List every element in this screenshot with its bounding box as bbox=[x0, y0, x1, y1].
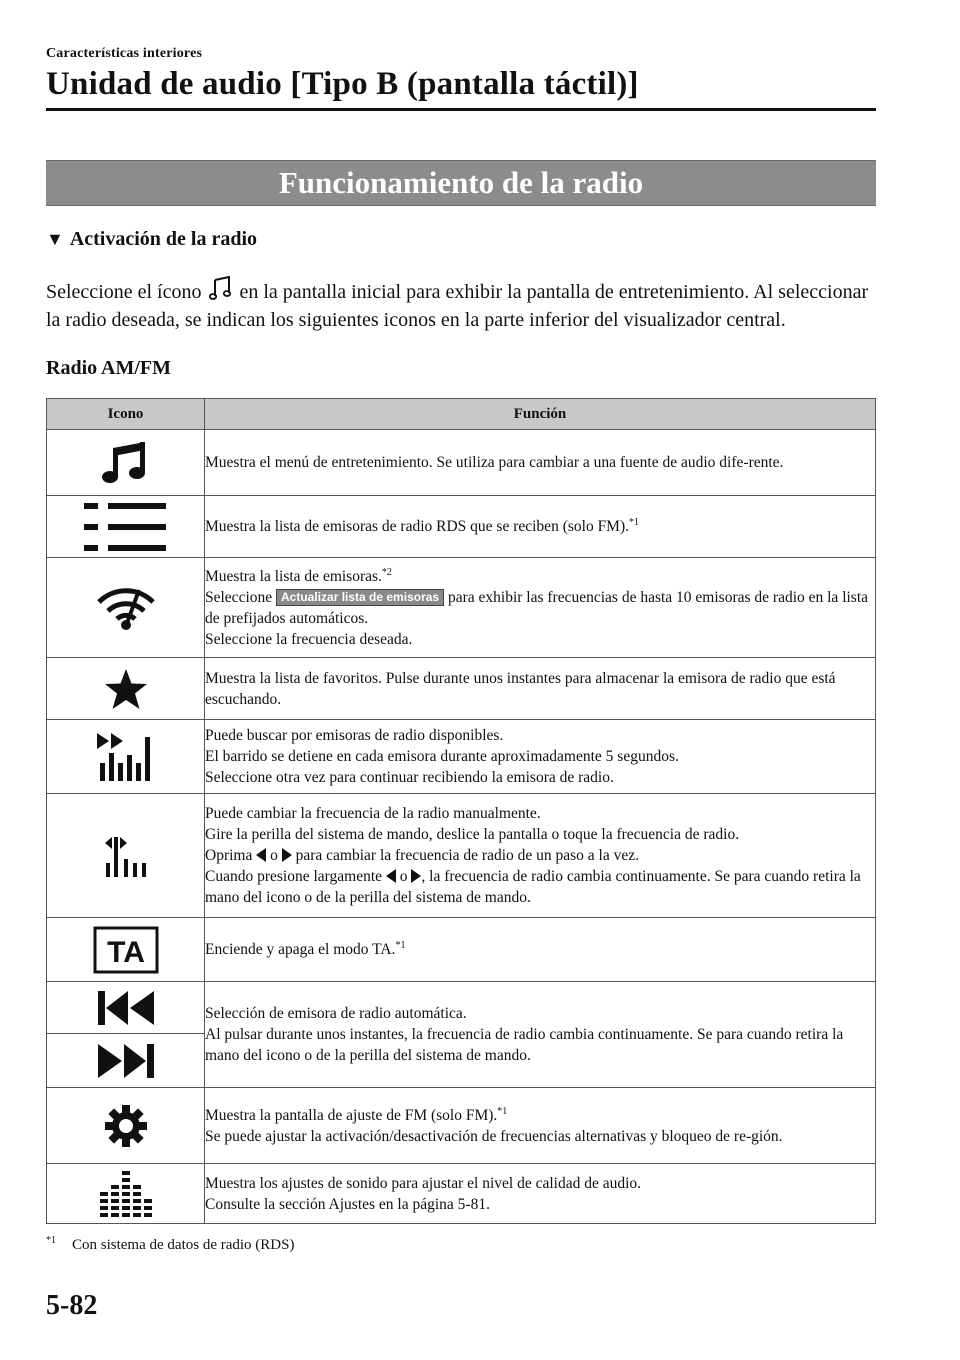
skip-next-icon[interactable] bbox=[96, 1042, 156, 1080]
row-text: Muestra el menú de entretenimiento. Se utiliza para cambiar a una fuente de audio dife-rente. bbox=[205, 454, 784, 471]
music-note-icon[interactable] bbox=[101, 440, 151, 486]
row-text: Cuando presione largamente o , la frecuencia de radio cambia continuamente. Se para cuando retira la mano del icono o de la perilla del sistema de mando. bbox=[205, 868, 861, 906]
table-row bbox=[47, 1164, 876, 1224]
triangle-left-icon bbox=[256, 848, 266, 862]
row-text: Al pulsar durante unos instantes, la frecuencia de radio cambia continuamente. Se para cuando retira la mano del icono o de la perilla del sistema de mando. bbox=[205, 1026, 844, 1064]
page-title: Unidad de audio [Tipo B (pantalla táctil)] bbox=[46, 66, 639, 102]
intro-text-1: Seleccione el ícono bbox=[46, 281, 202, 303]
music-note-icon bbox=[209, 276, 233, 302]
subsection-title: Activación de la radio bbox=[69, 228, 258, 250]
header-icon: Icono bbox=[47, 399, 205, 430]
gear-icon[interactable] bbox=[104, 1104, 148, 1148]
row-text: Muestra la lista de favoritos. Pulse durante unos instantes para almacenar la emisora de radio que está escuchando. bbox=[205, 669, 836, 708]
table-row bbox=[47, 794, 876, 918]
subsection-heading bbox=[46, 228, 257, 251]
triangle-marker: ▼ bbox=[46, 229, 64, 249]
row-text: Seleccione la frecuencia deseada. bbox=[205, 630, 413, 648]
row-text: Puede cambiar la frecuencia de la radio manualmente. bbox=[205, 805, 541, 822]
row-text: Muestra la lista de emisoras.$^{*2}$ bbox=[205, 566, 392, 585]
row-text: Puede buscar por emisoras de radio disponibles. bbox=[205, 727, 504, 744]
row-text: Oprima o para cambiar la frecuencia de radio de un paso a la vez. bbox=[205, 847, 640, 864]
triangle-right-icon bbox=[282, 848, 292, 862]
skip-previous-icon[interactable] bbox=[96, 989, 156, 1027]
sound-settings-icon[interactable] bbox=[100, 1171, 152, 1217]
row-text: Se puede ajustar la activación/desactivación de frecuencias alternativas y bloqueo de re-gión. bbox=[205, 1127, 783, 1145]
table-header-row bbox=[47, 399, 876, 430]
table-row bbox=[47, 558, 876, 658]
table-row bbox=[47, 720, 876, 794]
footnote-text: Con sistema de datos de radio (RDS) bbox=[72, 1237, 295, 1253]
table-row bbox=[47, 918, 876, 982]
table-row bbox=[47, 1088, 876, 1164]
title-rule bbox=[46, 108, 876, 111]
row-text: Muestra la lista de emisoras de radio RDS que se reciben (solo FM).$^{*1}$ bbox=[205, 516, 640, 535]
row-text: Seleccione otra vez para continuar recibiendo la emisora de radio. bbox=[205, 769, 614, 786]
antenna-icon[interactable] bbox=[93, 586, 159, 630]
table-row bbox=[47, 658, 876, 720]
header-function: Función bbox=[205, 399, 876, 430]
triangle-left-icon bbox=[386, 869, 396, 883]
page-number: 5-82 bbox=[46, 1290, 98, 1321]
ta-label: TA bbox=[106, 935, 145, 969]
table-row bbox=[47, 982, 876, 1034]
function-table bbox=[46, 398, 876, 1224]
row-text: Seleccione Actualizar lista de emisoras para exhibir las frecuencias de hasta 10 emisoras de radio en la lista de prefijados automáticos. bbox=[205, 588, 869, 627]
section-banner: Funcionamiento de la radio bbox=[46, 160, 876, 206]
intro-text-2: en la pantalla inicial para exhibir la pantalla de entretenimiento. Al seleccionar la radio deseada, se indican los siguientes iconos en la parte inferior del visualizador central. bbox=[46, 281, 869, 331]
triangle-right-icon bbox=[411, 869, 421, 883]
ta-icon[interactable] bbox=[93, 926, 159, 974]
row-text: Muestra la pantalla de ajuste de FM (solo FM).$^{*1}$ bbox=[205, 1105, 508, 1124]
row-text: El barrido se detiene en cada emisora durante aproximadamente 5 segundos. bbox=[205, 748, 679, 765]
manual-tune-icon[interactable] bbox=[102, 835, 150, 877]
footnote-mark: *1 bbox=[46, 1235, 56, 1246]
intro-paragraph bbox=[46, 276, 886, 334]
row-text: Enciende y apaga el modo TA.$^{*1}$ bbox=[205, 939, 406, 958]
radio-amfm-heading: Radio AM/FM bbox=[46, 357, 171, 379]
section-label: Características interiores bbox=[46, 46, 203, 61]
row-text: Selección de emisora de radio automática. bbox=[205, 1005, 467, 1022]
update-station-list-button[interactable]: Actualizar lista de emisoras bbox=[276, 589, 444, 606]
row-text: Consulte la sección Ajustes en la página 5-81. bbox=[205, 1195, 490, 1213]
list-icon[interactable] bbox=[84, 503, 168, 551]
row-text: Gire la perilla del sistema de mando, deslice la pantalla o toque la frecuencia de radio. bbox=[205, 826, 740, 843]
scan-icon[interactable] bbox=[97, 733, 155, 781]
table-row bbox=[47, 496, 876, 558]
star-icon[interactable] bbox=[104, 668, 148, 710]
footnote bbox=[46, 1237, 294, 1254]
row-text: Muestra los ajustes de sonido para ajustar el nivel de calidad de audio. bbox=[205, 1174, 642, 1192]
table-row bbox=[47, 430, 876, 496]
